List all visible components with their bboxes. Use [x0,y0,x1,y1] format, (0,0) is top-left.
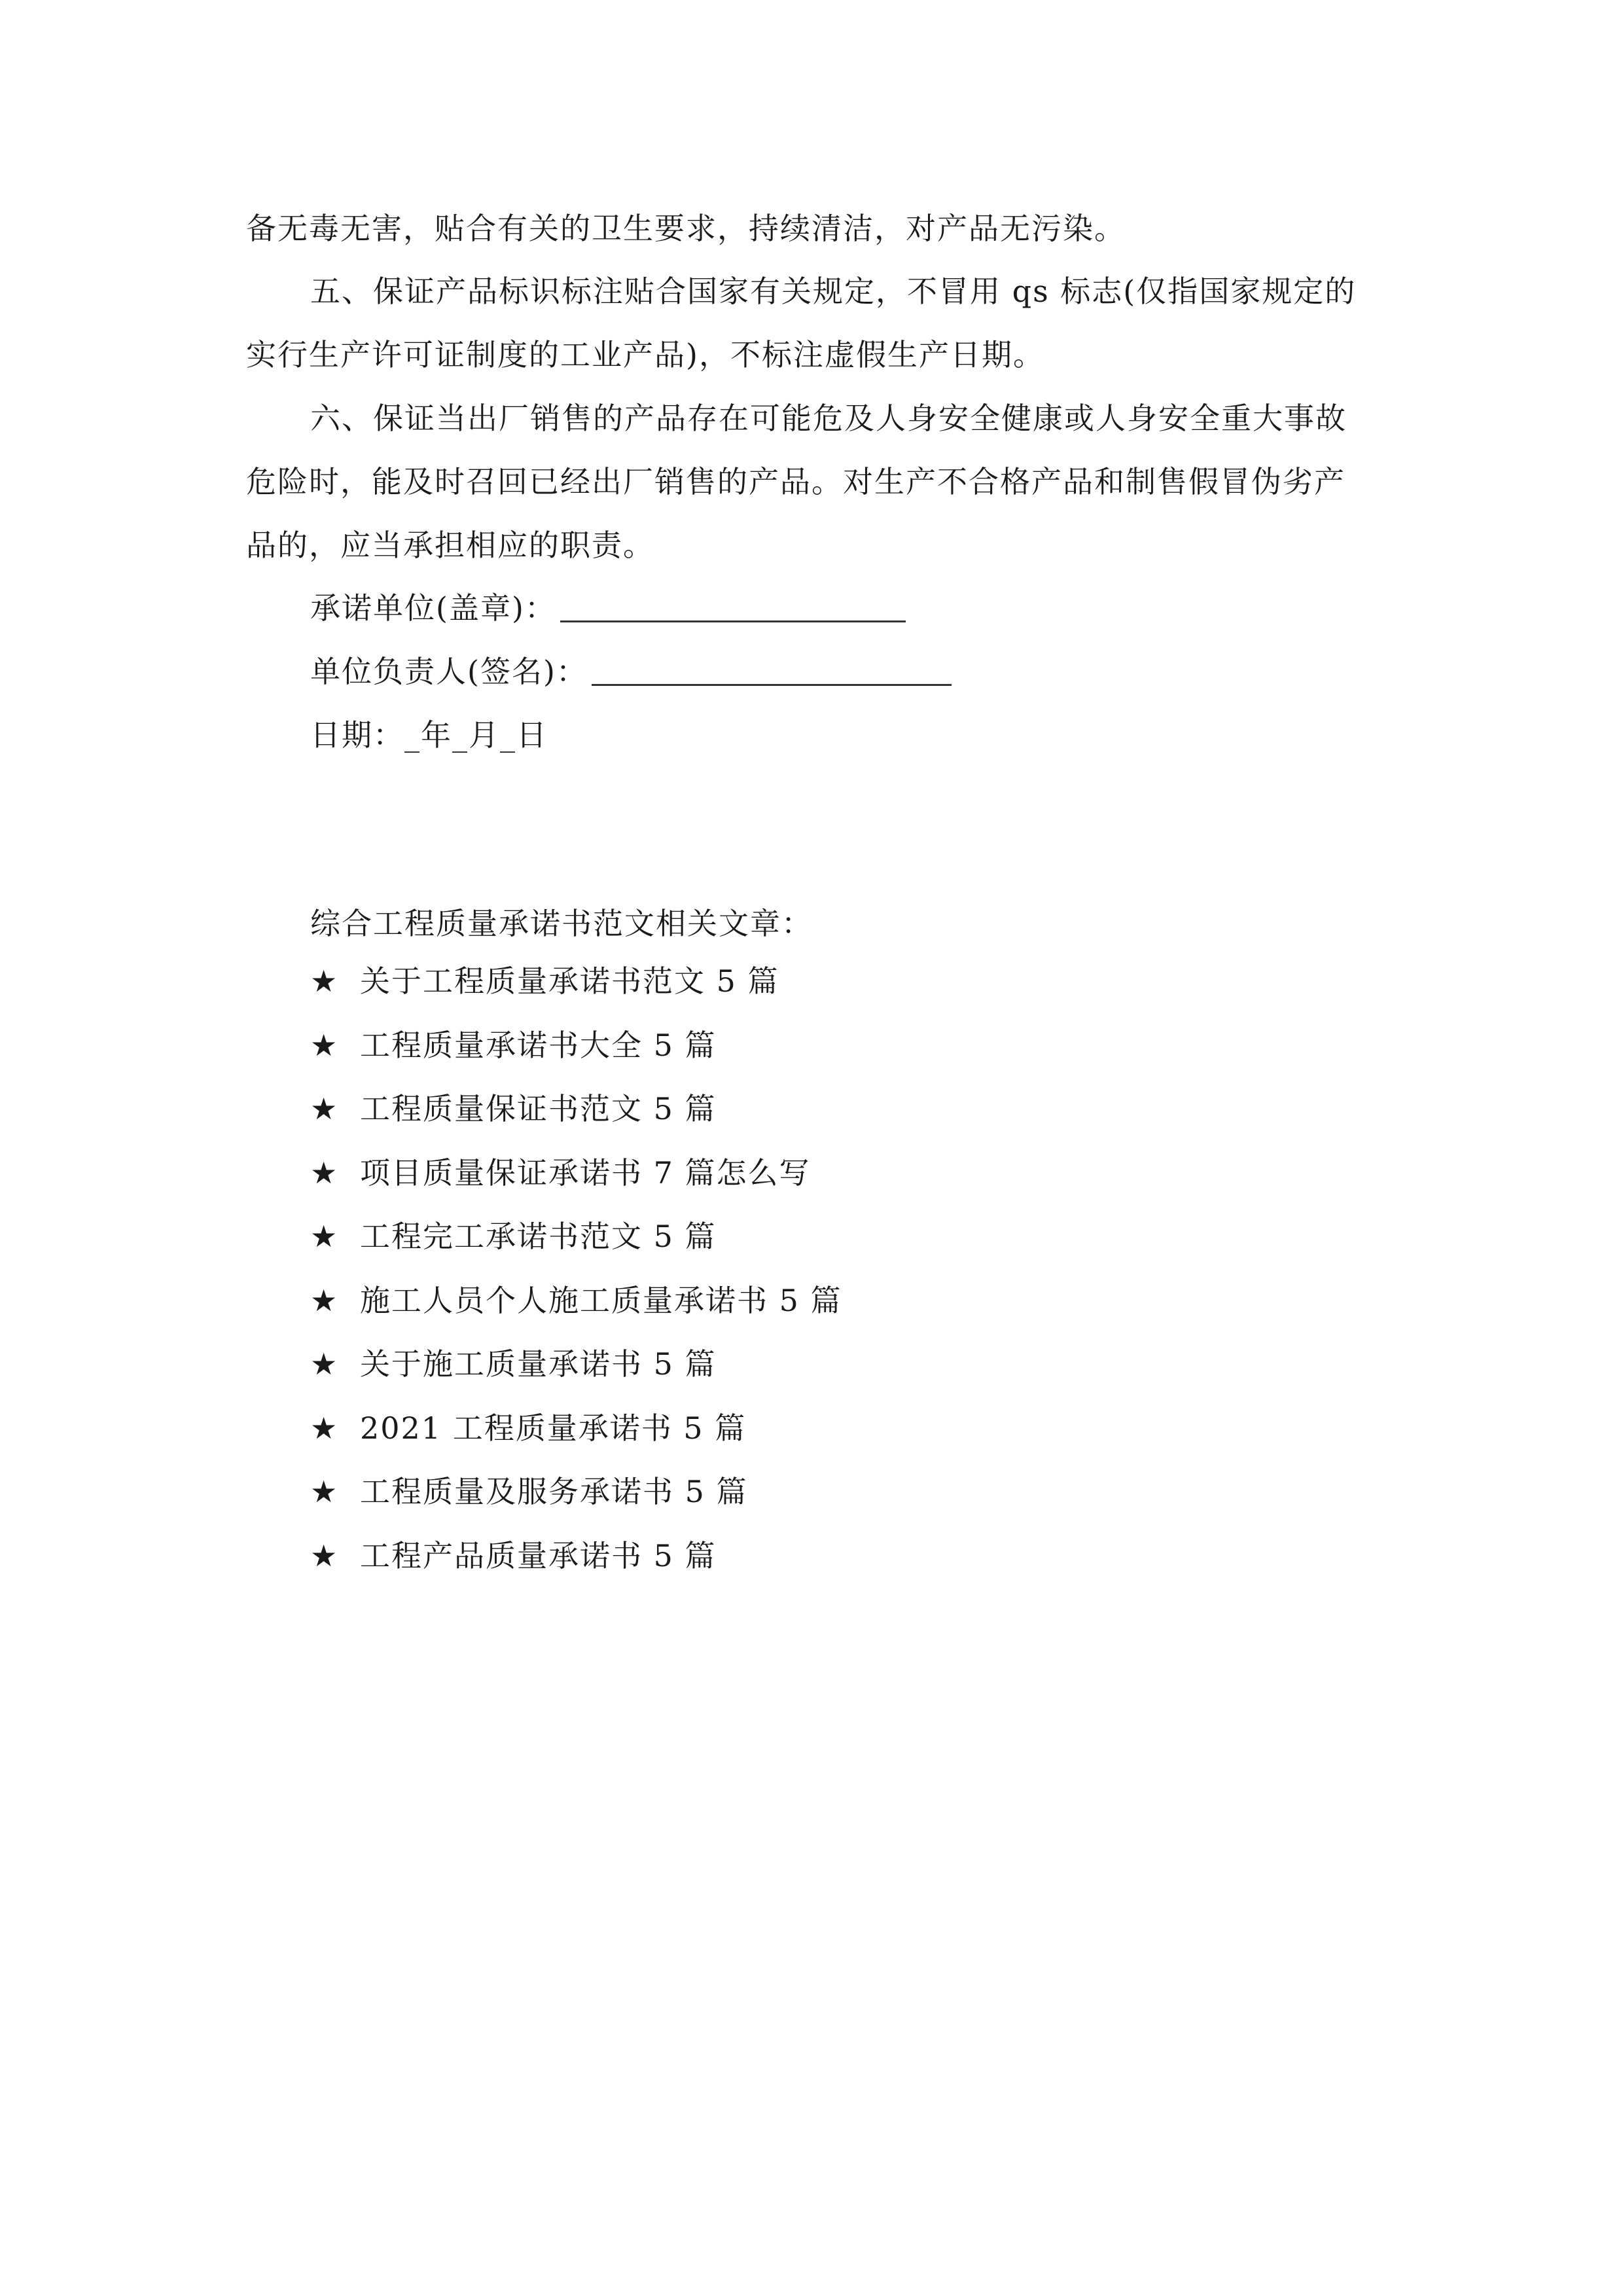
list-item[interactable] [310,1344,842,1408]
star-icon: ★ [310,1346,339,1382]
paragraph-line: 五、保证产品标识标注贴合国家有关规定，不冒用 qs 标志(仅指国家规定的 [310,274,1357,309]
related-link[interactable]: 工程质量保证书范文 5 篇 [360,1091,717,1126]
paragraph-line: 备无毒无害，贴合有关的卫生要求，持续清洁，对产品无污染。 [246,211,1126,246]
related-link[interactable]: 施工人员个人施工质量承诺书 5 篇 [360,1282,842,1318]
related-link[interactable]: 关于施工质量承诺书 5 篇 [360,1346,717,1382]
list-item[interactable] [310,1408,842,1472]
star-icon: ★ [310,1027,339,1063]
related-link[interactable]: 2021 工程质量承诺书 5 篇 [360,1410,747,1446]
list-item[interactable] [310,1535,842,1600]
signature-leader-label: 单位负责人(签名)： [310,654,588,689]
list-item[interactable] [310,1088,842,1153]
signature-unit-blank [560,592,906,622]
paragraph-line: 实行生产许可证制度的工业产品)，不标注虚假生产日期。 [246,337,1044,372]
related-link[interactable]: 关于工程质量承诺书范文 5 篇 [360,963,779,999]
star-icon: ★ [310,1155,339,1191]
related-link[interactable]: 工程完工承诺书范文 5 篇 [360,1219,717,1254]
list-item[interactable] [310,1280,842,1344]
related-heading: 综合工程质量承诺书范文相关文章： [310,906,813,941]
list-item[interactable] [310,1153,842,1217]
star-icon: ★ [310,1474,339,1509]
related-link[interactable]: 项目质量保证承诺书 7 篇怎么写 [360,1155,811,1191]
signature-unit-row [310,588,906,628]
star-icon: ★ [310,963,339,999]
list-item[interactable] [310,961,842,1025]
star-icon: ★ [310,1091,339,1126]
signature-unit-label: 承诺单位(盖章)： [310,590,556,626]
paragraph-line: 品的，应当承担相应的职责。 [246,528,654,563]
star-icon: ★ [310,1219,339,1254]
list-item[interactable] [310,1025,842,1089]
related-link[interactable]: 工程质量承诺书大全 5 篇 [360,1027,717,1063]
star-icon: ★ [310,1537,339,1573]
signature-date: 日期：_年_月_日 [310,717,548,753]
star-icon: ★ [310,1410,339,1446]
paragraph-line: 危险时，能及时召回已经出厂销售的产品。对生产不合格产品和制售假冒伪劣产 [246,464,1346,499]
signature-leader-row [310,651,952,692]
star-icon: ★ [310,1282,339,1318]
list-item[interactable] [310,1471,842,1535]
related-link[interactable]: 工程质量及服务承诺书 5 篇 [360,1474,748,1509]
related-articles-list [310,961,842,1599]
signature-leader-blank [592,655,952,686]
list-item[interactable] [310,1216,842,1280]
paragraph-line: 六、保证当出厂销售的产品存在可能危及人身安全健康或人身安全重大事故 [310,401,1347,436]
related-link[interactable]: 工程产品质量承诺书 5 篇 [360,1537,717,1573]
